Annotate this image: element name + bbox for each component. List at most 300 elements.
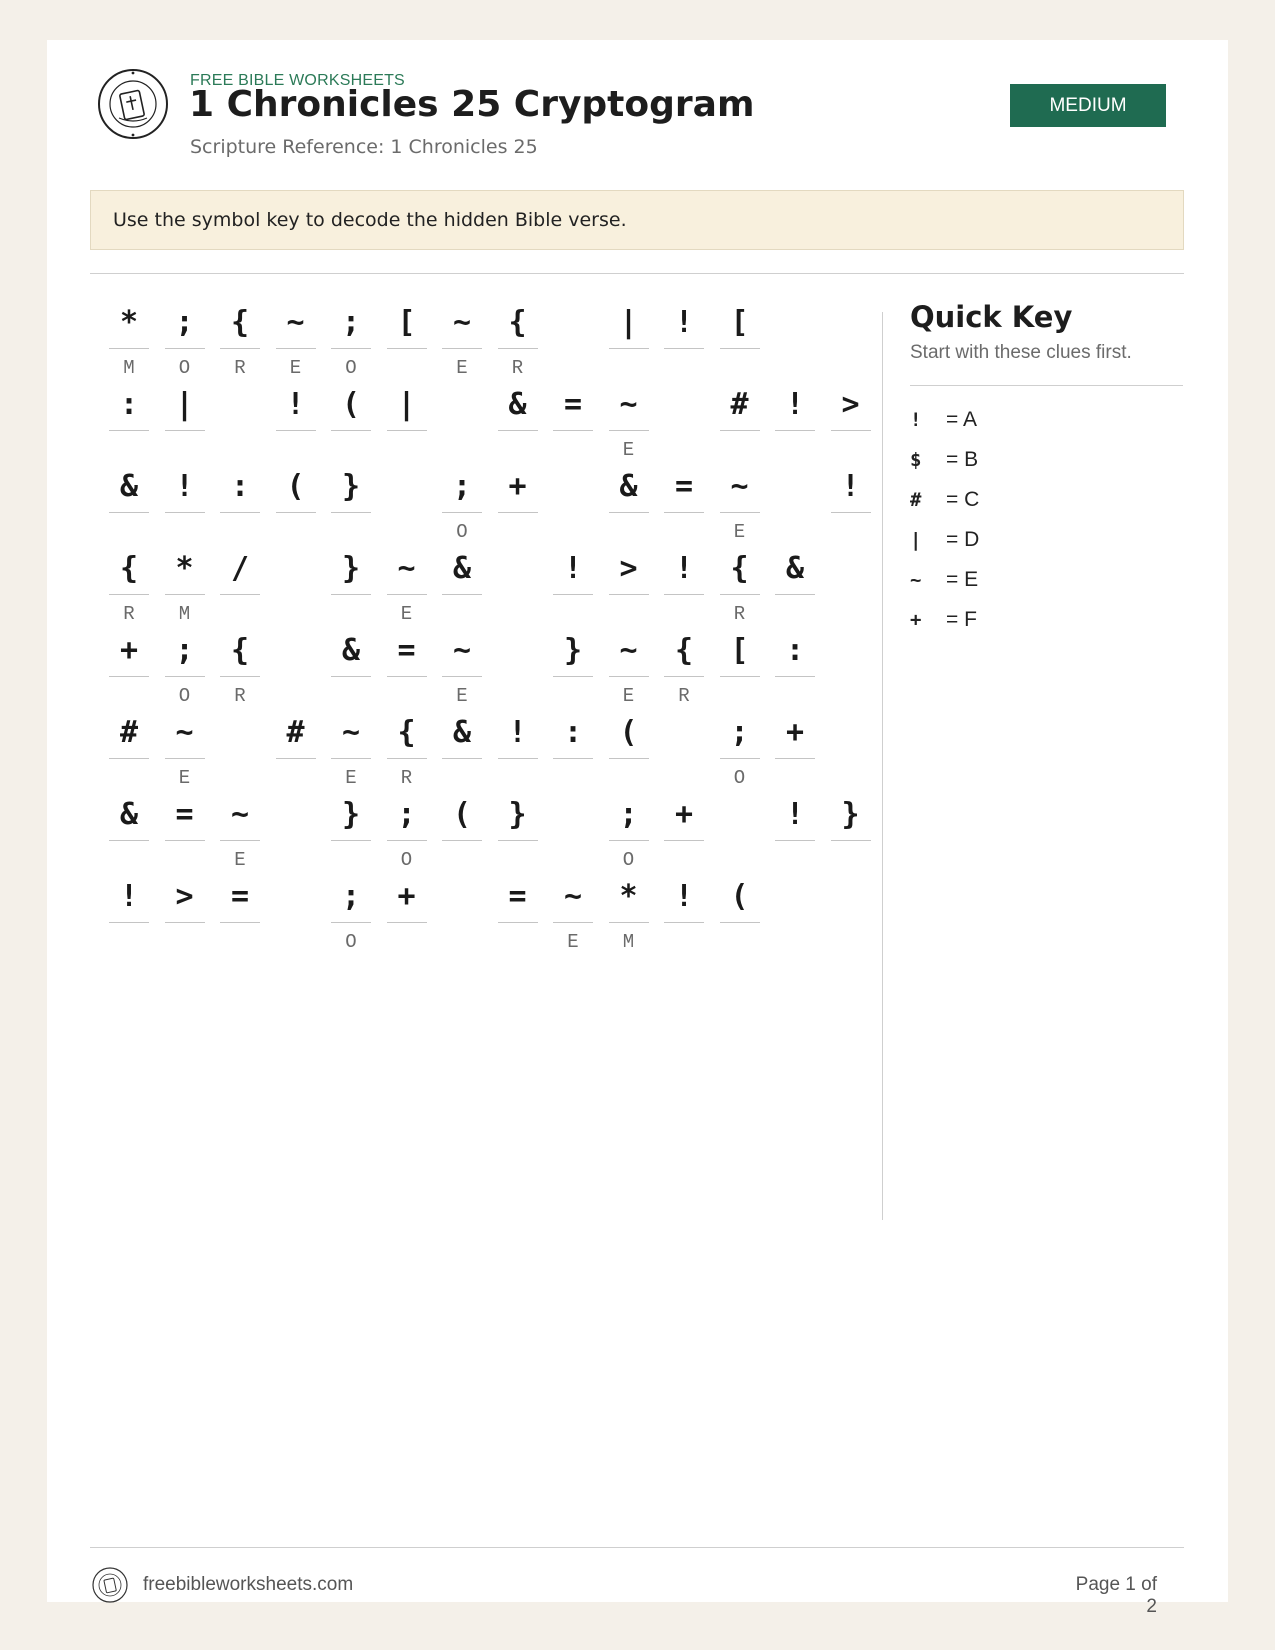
answer-line — [720, 758, 760, 759]
cipher-cell — [553, 385, 593, 465]
answer-letter: E — [622, 439, 635, 461]
cipher-cell — [831, 467, 871, 547]
cipher-cell — [664, 549, 704, 629]
quick-key-entry — [910, 400, 979, 440]
cipher-cell — [109, 795, 149, 875]
answer-line — [498, 348, 538, 349]
cipher-symbol: ~ — [619, 387, 638, 422]
cipher-cell — [109, 303, 149, 383]
cipher-symbol: ( — [341, 387, 361, 422]
cipher-symbol: | — [175, 387, 194, 422]
answer-letter: R — [511, 357, 524, 379]
cipher-symbol: ! — [785, 797, 805, 832]
cipher-symbol: ~ — [230, 797, 250, 832]
cipher-symbol: + — [785, 715, 805, 750]
cipher-symbol: > — [619, 551, 638, 586]
answer-line — [331, 348, 371, 349]
cipher-cell — [609, 303, 649, 383]
answer-line — [720, 512, 760, 513]
answer-line — [165, 430, 205, 431]
cryptogram-grid — [47, 40, 860, 1140]
instructions-text: Use the symbol key to decode the hidden Bible verse. — [113, 209, 627, 231]
cipher-cell — [387, 795, 427, 875]
footer-website: freebibleworksheets.com — [143, 1574, 354, 1595]
cipher-cell — [664, 631, 704, 711]
answer-letter: E — [733, 521, 746, 543]
cipher-symbol: # — [119, 715, 139, 750]
answer-line — [442, 676, 482, 677]
cipher-symbol: ( — [619, 715, 638, 750]
quick-key-entry — [910, 600, 979, 640]
key-symbol: $ — [910, 449, 922, 471]
cipher-cell — [775, 631, 815, 711]
answer-line — [165, 512, 205, 513]
cipher-symbol: ~ — [175, 715, 194, 750]
cipher-cell — [387, 549, 427, 629]
answer-line — [387, 758, 427, 759]
answer-letter: E — [567, 931, 579, 953]
key-letter: = D — [946, 528, 980, 551]
cipher-cell — [276, 385, 316, 465]
answer-letter: O — [345, 931, 357, 953]
cipher-symbol: ~ — [452, 633, 472, 668]
cipher-cell — [553, 877, 593, 957]
cipher-symbol: } — [341, 797, 361, 832]
answer-line — [220, 840, 260, 841]
answer-line — [831, 430, 871, 431]
cipher-symbol: { — [230, 305, 250, 340]
cipher-symbol: ~ — [563, 879, 583, 914]
cipher-cell — [720, 303, 760, 383]
cipher-symbol: ; — [341, 305, 361, 340]
key-letter: = E — [946, 568, 979, 591]
answer-line — [331, 922, 371, 923]
cipher-symbol: : — [119, 387, 139, 422]
cipher-cell — [609, 795, 649, 875]
worksheet-page — [47, 40, 1228, 1617]
answer-letter: E — [234, 849, 246, 871]
cipher-symbol: = — [175, 797, 194, 832]
cipher-symbol: | — [397, 387, 416, 422]
cipher-symbol: ! — [508, 715, 527, 750]
cipher-symbol: * — [119, 305, 139, 340]
cipher-symbol: ! — [286, 387, 305, 422]
cipher-symbol: = — [674, 469, 694, 504]
answer-line — [720, 594, 760, 595]
footer-logo — [92, 1567, 128, 1603]
answer-line — [609, 922, 649, 923]
answer-line — [109, 430, 149, 431]
answer-line — [442, 512, 482, 513]
answer-line — [276, 430, 316, 431]
quick-key-title: Quick Key — [910, 300, 1073, 334]
cipher-cell — [553, 549, 593, 629]
key-letter: = A — [946, 408, 977, 431]
cipher-symbol: } — [841, 797, 860, 832]
cipher-symbol: # — [286, 715, 305, 750]
cipher-symbol: { — [397, 715, 416, 750]
cipher-symbol: ( — [286, 469, 305, 504]
cipher-symbol: & — [119, 469, 139, 504]
answer-line — [498, 922, 538, 923]
answer-line — [664, 594, 704, 595]
cipher-cell — [220, 631, 260, 711]
cipher-cell — [220, 467, 260, 547]
cipher-symbol: ( — [452, 797, 472, 832]
answer-line — [442, 840, 482, 841]
answer-letter: M — [123, 357, 135, 379]
cipher-cell — [165, 631, 205, 711]
cipher-symbol: + — [397, 879, 416, 914]
answer-line — [609, 512, 649, 513]
answer-line — [331, 676, 371, 677]
key-letter: = B — [946, 448, 979, 471]
answer-line — [165, 758, 205, 759]
cipher-symbol: ; — [175, 305, 194, 340]
cipher-cell — [775, 385, 815, 465]
cipher-cell — [276, 713, 316, 793]
cipher-cell — [165, 549, 205, 629]
answer-line — [165, 348, 205, 349]
answer-line — [553, 676, 593, 677]
cipher-cell — [109, 385, 149, 465]
answer-letter: R — [678, 685, 690, 707]
cipher-cell — [165, 385, 205, 465]
answer-line — [498, 512, 538, 513]
answer-line — [276, 758, 316, 759]
cipher-cell — [331, 631, 371, 711]
answer-line — [720, 348, 760, 349]
answer-line — [720, 922, 760, 923]
key-symbol: # — [910, 489, 922, 511]
answer-line — [276, 512, 316, 513]
cipher-cell — [387, 877, 427, 957]
quick-key-entry — [910, 520, 979, 560]
answer-line — [609, 594, 649, 595]
cipher-symbol: & — [785, 551, 805, 586]
cipher-cell — [387, 385, 427, 465]
cipher-cell — [442, 467, 482, 547]
cipher-cell — [442, 303, 482, 383]
cipher-cell — [220, 303, 260, 383]
cipher-symbol: ! — [674, 305, 694, 340]
cipher-symbol: ~ — [397, 551, 416, 586]
cipher-symbol: = — [397, 633, 416, 668]
brand-name: FREE BIBLE WORKSHEETS — [190, 72, 405, 89]
answer-letter: M — [178, 603, 191, 625]
answer-line — [387, 676, 427, 677]
cipher-cell — [609, 467, 649, 547]
answer-line — [609, 430, 649, 431]
cipher-cell — [664, 877, 704, 957]
cipher-symbol: ; — [397, 797, 416, 832]
answer-letter: R — [123, 603, 135, 625]
cipher-symbol: + — [674, 797, 694, 832]
cipher-cell — [831, 385, 871, 465]
cipher-cell — [109, 631, 149, 711]
scripture-reference: Scripture Reference: 1 Chronicles 25 — [190, 136, 538, 158]
cipher-cell — [442, 795, 482, 875]
answer-line — [165, 922, 205, 923]
cipher-cell — [165, 877, 205, 957]
cipher-symbol: ~ — [452, 305, 472, 340]
cipher-symbol: ! — [119, 879, 139, 914]
answer-letter: R — [733, 603, 746, 625]
cipher-cell — [165, 303, 205, 383]
key-symbol: ! — [910, 409, 922, 431]
cipher-cell — [331, 549, 371, 629]
answer-letter: E — [289, 357, 302, 379]
answer-letter: E — [622, 685, 635, 707]
cipher-cell — [220, 877, 260, 957]
difficulty-badge: MEDIUM — [1010, 84, 1166, 127]
cipher-cell — [442, 549, 482, 629]
cipher-symbol: ; — [175, 633, 194, 668]
answer-line — [220, 922, 260, 923]
cipher-symbol: [ — [730, 305, 749, 340]
cipher-cell — [498, 713, 538, 793]
cipher-cell — [276, 467, 316, 547]
answer-line — [387, 840, 427, 841]
answer-line — [220, 594, 260, 595]
answer-line — [775, 676, 815, 677]
cipher-symbol: { — [119, 551, 139, 586]
cipher-cell — [720, 713, 760, 793]
cipher-symbol: > — [841, 387, 860, 422]
cipher-symbol: ~ — [341, 715, 361, 750]
answer-line — [109, 512, 149, 513]
cipher-cell — [165, 713, 205, 793]
cipher-cell — [109, 467, 149, 547]
cipher-cell — [165, 467, 205, 547]
cipher-cell — [498, 877, 538, 957]
answer-letter: R — [234, 685, 246, 707]
answer-line — [220, 676, 260, 677]
answer-line — [720, 430, 760, 431]
answer-line — [553, 758, 593, 759]
answer-line — [664, 676, 704, 677]
answer-letter: O — [345, 357, 357, 379]
answer-line — [664, 512, 704, 513]
cipher-symbol: } — [341, 551, 361, 586]
cipher-cell — [720, 467, 760, 547]
answer-line — [331, 430, 371, 431]
answer-line — [553, 430, 593, 431]
quick-key-entry — [910, 440, 979, 480]
cipher-symbol: & — [341, 633, 361, 668]
cipher-cell — [775, 549, 815, 629]
answer-line — [498, 430, 538, 431]
cipher-cell — [609, 877, 649, 957]
cipher-cell — [387, 303, 427, 383]
cipher-symbol: + — [119, 633, 139, 668]
answer-line — [775, 758, 815, 759]
cipher-symbol: = — [508, 879, 527, 914]
cipher-cell — [498, 385, 538, 465]
answer-line — [109, 758, 149, 759]
quick-key-divider — [910, 385, 1183, 386]
answer-letter: O — [622, 849, 635, 871]
cipher-symbol: ~ — [286, 305, 305, 340]
cipher-cell — [553, 713, 593, 793]
answer-line — [331, 512, 371, 513]
answer-line — [331, 758, 371, 759]
answer-line — [664, 348, 704, 349]
answer-letter: E — [456, 685, 468, 707]
cipher-cell — [498, 467, 538, 547]
cipher-symbol: & — [452, 551, 472, 586]
answer-line — [165, 840, 205, 841]
answer-line — [609, 840, 649, 841]
answer-letter: O — [178, 685, 191, 707]
answer-line — [109, 840, 149, 841]
cipher-symbol: = — [230, 879, 250, 914]
cipher-cell — [498, 303, 538, 383]
cipher-cell — [498, 795, 538, 875]
answer-line — [109, 594, 149, 595]
cipher-symbol: { — [230, 633, 250, 668]
cipher-cell — [720, 631, 760, 711]
cipher-symbol: { — [508, 305, 527, 340]
answer-line — [775, 594, 815, 595]
cipher-symbol: ! — [674, 551, 694, 586]
answer-line — [664, 840, 704, 841]
cipher-symbol: : — [563, 715, 583, 750]
answer-line — [442, 594, 482, 595]
answer-line — [609, 676, 649, 677]
cipher-cell — [664, 467, 704, 547]
answer-line — [775, 430, 815, 431]
cipher-cell — [387, 631, 427, 711]
cipher-symbol: ( — [730, 879, 749, 914]
cipher-cell — [609, 549, 649, 629]
cipher-symbol: / — [230, 551, 250, 586]
quick-key-list — [910, 400, 979, 640]
cipher-cell — [109, 713, 149, 793]
cipher-symbol: ! — [563, 551, 583, 586]
cipher-symbol: & — [619, 469, 638, 504]
answer-letter: R — [234, 357, 246, 379]
quick-key-subtitle: Start with these clues first. — [910, 342, 1132, 363]
cipher-symbol: & — [452, 715, 472, 750]
cipher-symbol: & — [119, 797, 139, 832]
answer-letter: O — [400, 849, 413, 871]
answer-letter: R — [400, 767, 413, 789]
cipher-cell — [553, 631, 593, 711]
answer-letter: E — [456, 357, 468, 379]
cipher-symbol: { — [730, 551, 749, 586]
answer-line — [331, 840, 371, 841]
cipher-symbol: ! — [841, 469, 860, 504]
cipher-symbol: : — [785, 633, 805, 668]
cipher-symbol: ! — [674, 879, 694, 914]
answer-letter: E — [178, 767, 191, 789]
key-letter: = F — [946, 608, 977, 631]
answer-line — [109, 922, 149, 923]
cipher-symbol: ; — [730, 715, 749, 750]
cipher-symbol: > — [175, 879, 194, 914]
answer-line — [165, 676, 205, 677]
answer-letter: E — [345, 767, 357, 789]
cipher-cell — [276, 303, 316, 383]
answer-line — [609, 758, 649, 759]
answer-letter: M — [622, 931, 635, 953]
answer-line — [720, 676, 760, 677]
key-symbol: ~ — [910, 569, 922, 591]
cipher-symbol: : — [230, 469, 250, 504]
quick-key-entry — [910, 560, 979, 600]
answer-line — [442, 348, 482, 349]
cipher-cell — [109, 877, 149, 957]
answer-line — [331, 594, 371, 595]
cipher-cell — [442, 631, 482, 711]
cipher-cell — [664, 303, 704, 383]
cipher-cell — [831, 795, 871, 875]
cipher-cell — [609, 385, 649, 465]
answer-line — [220, 348, 260, 349]
answer-line — [831, 512, 871, 513]
cipher-cell — [609, 631, 649, 711]
cipher-cell — [331, 877, 371, 957]
cipher-cell — [331, 303, 371, 383]
cipher-cell — [609, 713, 649, 793]
answer-letter: O — [178, 357, 191, 379]
cipher-symbol: ! — [175, 469, 194, 504]
answer-line — [831, 840, 871, 841]
key-symbol: | — [910, 529, 922, 551]
cipher-symbol: } — [341, 469, 361, 504]
answer-line — [553, 594, 593, 595]
answer-line — [442, 758, 482, 759]
answer-line — [609, 348, 649, 349]
key-letter: = C — [946, 488, 980, 511]
cipher-cell — [387, 713, 427, 793]
answer-line — [664, 922, 704, 923]
cipher-cell — [109, 549, 149, 629]
cipher-symbol: } — [508, 797, 527, 832]
cipher-symbol: | — [619, 305, 638, 340]
answer-line — [553, 922, 593, 923]
cipher-symbol: [ — [730, 633, 749, 668]
footer-divider — [90, 1547, 1184, 1548]
cipher-symbol: ~ — [619, 633, 638, 668]
answer-letter: O — [733, 767, 746, 789]
cipher-cell — [720, 877, 760, 957]
cipher-cell — [331, 713, 371, 793]
answer-line — [387, 430, 427, 431]
cipher-cell — [664, 795, 704, 875]
cipher-cell — [165, 795, 205, 875]
cipher-cell — [220, 549, 260, 629]
worksheet-title: 1 Chronicles 25 Cryptogram — [189, 84, 755, 125]
cipher-cell — [220, 795, 260, 875]
cipher-symbol: } — [563, 633, 583, 668]
answer-line — [109, 676, 149, 677]
answer-line — [220, 512, 260, 513]
cipher-symbol: # — [730, 387, 749, 422]
cipher-symbol: * — [175, 551, 194, 586]
answer-letter: O — [456, 521, 468, 543]
cipher-cell — [720, 385, 760, 465]
page-number: Page 1 of 2 — [1075, 1574, 1157, 1617]
cipher-cell — [775, 795, 815, 875]
answer-line — [498, 758, 538, 759]
answer-line — [775, 840, 815, 841]
cipher-cell — [331, 795, 371, 875]
cipher-cell — [331, 385, 371, 465]
cipher-cell — [775, 713, 815, 793]
cipher-symbol: [ — [397, 305, 416, 340]
